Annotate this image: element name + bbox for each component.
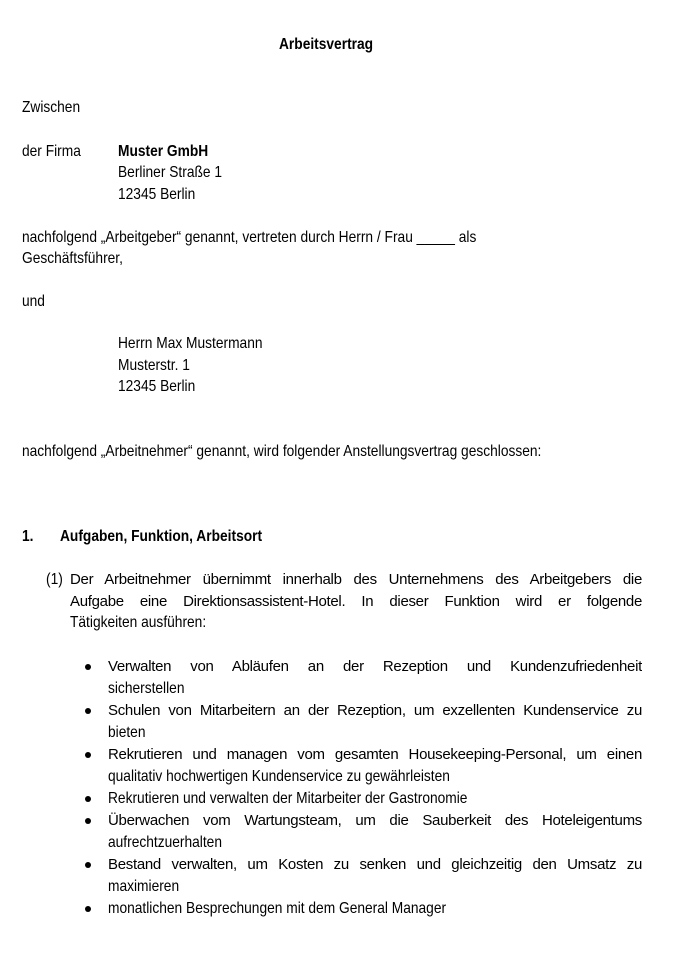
bullet-icon (85, 752, 91, 758)
list-item-line: Bestand verwalten, um Kosten zu senken und gleichzeitig den Umsatz zu (108, 856, 642, 873)
paragraph-1-line: Aufgabe eine Direktionsassistent-Hotel. In dieser Funktion wird er folgende (70, 593, 642, 610)
employer-city: 12345 Berlin (118, 186, 196, 203)
list-item-line: maximieren (108, 878, 180, 895)
employer-note-line1: nachfolgend „Arbeitgeber“ genannt, vertreten durch Herrn / Frau _____ als (22, 229, 477, 246)
employer-street: Berliner Straße 1 (118, 164, 223, 181)
bullet-icon (85, 906, 91, 912)
list-item-line: Schulen von Mitarbeitern an der Rezeption, um exzellenten Kundenservice zu (108, 702, 642, 719)
document-title: Arbeitsvertrag (279, 36, 374, 53)
list-item-line: Rekrutieren und verwalten der Mitarbeiter der Gastronomie (108, 790, 468, 807)
bullet-icon (85, 862, 91, 868)
section-heading: Aufgaben, Funktion, Arbeitsort (60, 528, 263, 545)
employee-name: Herrn Max Mustermann (118, 335, 263, 352)
and-label: und (22, 293, 45, 310)
list-item-line: Überwachen vom Wartungsteam, um die Sauberkeit des Hoteleigentums (108, 812, 642, 829)
employer-label: der Firma (22, 143, 81, 160)
employee-note: nachfolgend „Arbeitnehmer“ genannt, wird folgender Anstellungsvertrag geschlossen: (22, 443, 542, 460)
bullet-icon (85, 796, 91, 802)
employee-city: 12345 Berlin (118, 378, 196, 395)
list-item-line: Rekrutieren und managen vom gesamten Housekeeping-Personal, um einen (108, 746, 642, 763)
paragraph-1-line: Tätigkeiten ausführen: (70, 614, 207, 631)
list-item-line: bieten (108, 724, 146, 741)
list-item-line: sicherstellen (108, 680, 185, 697)
list-item-line: qualitativ hochwertigen Kundenservice zu gewährleisten (108, 768, 450, 785)
bullet-icon (85, 818, 91, 824)
paragraph-1-line: Der Arbeitnehmer übernimmt innerhalb des Unternehmens des Arbeitgebers die (70, 571, 642, 588)
list-item-line: monatlichen Besprechungen mit dem General Manager (108, 900, 447, 917)
bullet-icon (85, 664, 91, 670)
list-item-line: aufrechtzuerhalten (108, 834, 222, 851)
between-label: Zwischen (22, 99, 81, 116)
employer-note-line2: Geschäftsführer, (22, 250, 123, 267)
bullet-icon (85, 708, 91, 714)
paragraph-marker: (1) (46, 571, 63, 588)
list-item-line: Verwalten von Abläufen an der Rezeption und Kundenzufriedenheit (108, 658, 642, 675)
employer-name: Muster GmbH (118, 143, 209, 160)
employee-street: Musterstr. 1 (118, 357, 190, 374)
section-number: 1. (22, 528, 34, 545)
